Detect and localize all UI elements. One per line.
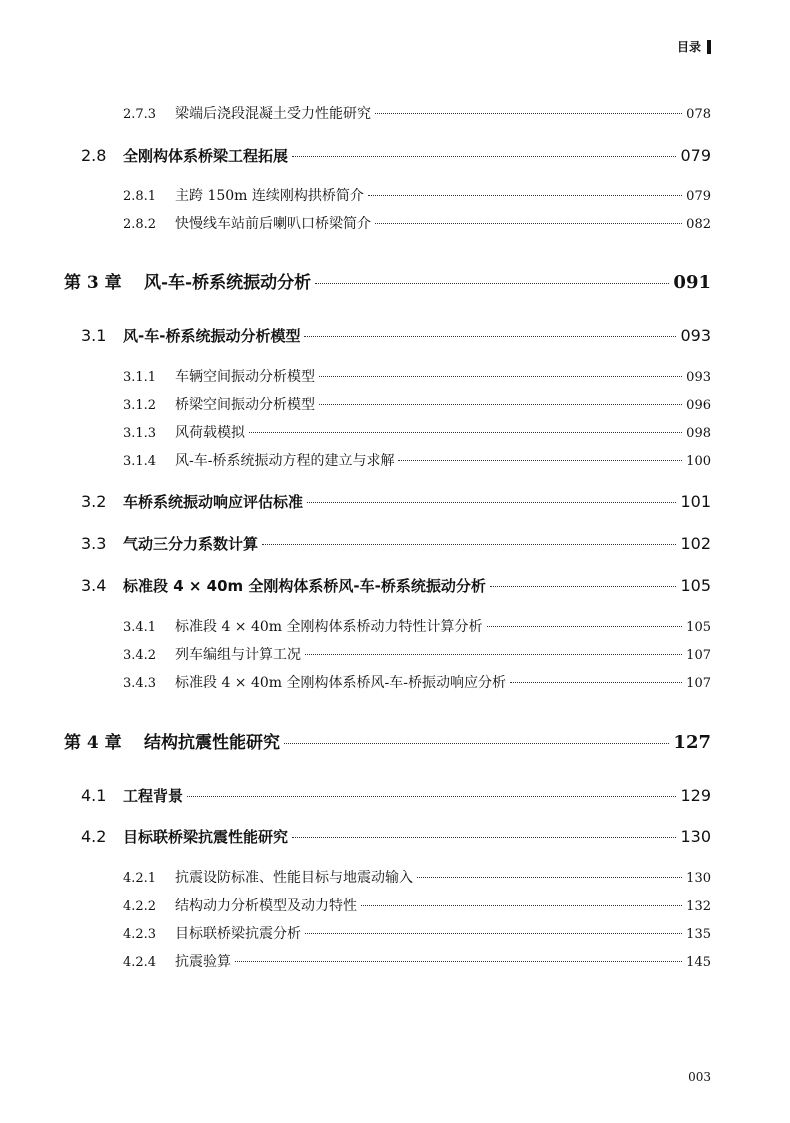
toc-dot-leader [307,502,676,503]
toc-dot-leader [305,654,682,655]
toc-entry-page: 100 [686,454,711,469]
toc-entry-number: 3.4.3 [123,676,157,691]
toc-entry-sub[interactable] [123,923,711,943]
toc-dot-leader [284,743,669,744]
toc-entry-page: 082 [686,217,711,232]
toc-entry-title: 目标联桥梁抗震性能研究 [123,828,289,846]
toc-entry-title: 抗震设防标准、性能目标与地震动输入 [175,870,413,886]
toc-entry-page: 079 [686,189,711,204]
toc-entry-number: 2.8.2 [123,217,157,232]
toc-entry-page: 091 [673,272,711,293]
toc-entry-title: 工程背景 [123,787,184,805]
toc-entry-title: 结构抗震性能研究 [144,733,280,753]
toc-entry-page: 079 [680,146,711,165]
toc-entry-page: 127 [673,732,711,753]
toc-entry-page: 130 [686,871,711,886]
toc-entry-sec[interactable] [81,491,711,512]
toc-entry-title: 风荷载模拟 [175,425,245,441]
toc-entry-title: 标准段 4 × 40m 全刚构体系桥风-车-桥系统振动分析 [123,577,486,595]
toc-entry-title: 气动三分力系数计算 [123,535,259,553]
toc-dot-leader [292,156,676,157]
toc-entry-title: 桥梁空间振动分析模型 [175,397,315,413]
toc-entry-page: 078 [686,107,711,122]
toc-entry-number: 4.2 [81,827,107,846]
toc-dot-leader [375,223,682,224]
toc-entry-number: 3.3 [81,534,107,553]
toc-entry-page: 132 [686,899,711,914]
toc-dot-leader [262,544,676,545]
toc-entry-title: 快慢线车站前后喇叭口桥梁简介 [175,216,371,232]
toc-entry-page: 101 [680,492,711,511]
toc-entry-title: 目标联桥梁抗震分析 [175,926,301,942]
toc-entry-number: 4.2.2 [123,899,157,914]
toc-entry-number: 第 4 章 [64,733,122,753]
toc-entry-number: 3.2 [81,492,107,511]
toc-dot-leader [315,283,669,284]
toc-entry-sub[interactable] [123,450,711,470]
toc-entry-sub[interactable] [123,394,711,414]
toc-dot-leader [490,586,677,587]
toc-dot-leader [361,905,682,906]
toc-entry-chap[interactable] [64,268,711,293]
toc-dot-leader [487,626,683,627]
toc-entry-number: 3.4 [81,576,107,595]
toc-entry-page: 096 [686,398,711,413]
toc-dot-leader [249,432,682,433]
toc-dot-leader [305,933,682,934]
toc-entry-page: 105 [686,620,711,635]
toc-entry-sec[interactable] [81,145,711,166]
toc-entry-title: 梁端后浇段混凝土受力性能研究 [175,106,371,122]
toc-dot-leader [187,796,676,797]
toc-entry-sub[interactable] [123,616,711,636]
toc-entry-chap[interactable] [64,728,711,753]
toc-entry-sec[interactable] [81,533,711,554]
toc-entry-number: 2.7.3 [123,107,157,122]
toc-entry-page: 098 [686,426,711,441]
toc-entry-number: 3.1.3 [123,426,157,441]
toc-entry-title: 风-车-桥系统振动分析模型 [123,327,301,345]
toc-dot-leader [398,460,682,461]
toc-entry-number: 3.1.4 [123,454,157,469]
running-header [677,38,711,55]
toc-entry-title: 风-车-桥系统振动方程的建立与求解 [175,453,395,469]
toc-entry-title: 风-车-桥系统振动分析 [144,273,312,293]
toc-dot-leader [292,837,676,838]
toc-entry-number: 2.8 [81,146,107,165]
toc-entry-page: 102 [680,534,711,553]
header-label: 目录 [676,40,701,54]
toc-entry-sec[interactable] [81,575,711,596]
toc-entry-title: 车桥系统振动响应评估标准 [123,493,304,511]
toc-entry-page: 093 [686,370,711,385]
toc-dot-leader [319,404,682,405]
toc-entry-title: 抗震验算 [175,954,231,970]
toc-entry-number: 4.2.3 [123,927,157,942]
toc-entry-page: 129 [680,786,711,805]
toc-entry-sub[interactable] [123,213,711,233]
toc-entry-sub[interactable] [123,366,711,386]
toc-entry-number: 4.1 [81,786,107,805]
toc-entry-title: 列车编组与计算工况 [175,647,301,663]
toc-entry-sub[interactable] [123,644,711,664]
toc-entry-page: 107 [686,676,711,691]
toc-entry-page: 107 [686,648,711,663]
toc-entry-page: 145 [686,955,711,970]
toc-entry-sec[interactable] [81,325,711,346]
toc-dot-leader [368,195,682,196]
toc-entry-page: 130 [680,827,711,846]
toc-entry-number: 4.2.4 [123,955,157,970]
page-number: 003 [688,1070,711,1084]
toc-entry-number: 3.4.1 [123,620,157,635]
toc-entry-title: 车辆空间振动分析模型 [175,369,315,385]
toc-entry-sub[interactable] [123,422,711,442]
toc-entry-number: 2.8.1 [123,189,157,204]
toc-entry-title: 主跨 150m 连续刚构拱桥简介 [175,188,364,204]
toc-dot-leader [235,961,682,962]
toc-entry-sub[interactable] [123,895,711,915]
toc-entry-title: 全刚构体系桥梁工程拓展 [123,147,289,165]
toc-entry-number: 4.2.1 [123,871,157,886]
toc-entry-sec[interactable] [81,785,711,806]
toc-entry-sub[interactable] [123,185,711,205]
toc-dot-leader [319,376,682,377]
toc-entry-sec[interactable] [81,826,711,847]
toc-entry-number: 第 3 章 [64,273,122,293]
toc-entry-page: 135 [686,927,711,942]
toc-entry-sub[interactable] [123,672,711,692]
toc-entry-number: 3.1.1 [123,370,157,385]
toc-dot-leader [417,877,682,878]
toc-entry-number: 3.1.2 [123,398,157,413]
toc-entry-sub[interactable] [123,867,711,887]
toc-entry-sub[interactable] [123,951,711,971]
toc-entry-title: 结构动力分析模型及动力特性 [175,898,357,914]
toc-entry-sub[interactable] [123,103,711,123]
toc-entry-number: 3.4.2 [123,648,157,663]
toc-dot-leader [304,336,676,337]
header-bar-icon [707,40,711,54]
toc-entry-number: 3.1 [81,326,107,345]
toc-entry-title: 标准段 4 × 40m 全刚构体系桥风-车-桥振动响应分析 [175,675,506,691]
toc-dot-leader [510,682,682,683]
toc-dot-leader [375,113,682,114]
toc-entry-page: 093 [680,326,711,345]
toc-entry-page: 105 [680,576,711,595]
toc-entry-title: 标准段 4 × 40m 全刚构体系桥动力特性计算分析 [175,619,483,635]
